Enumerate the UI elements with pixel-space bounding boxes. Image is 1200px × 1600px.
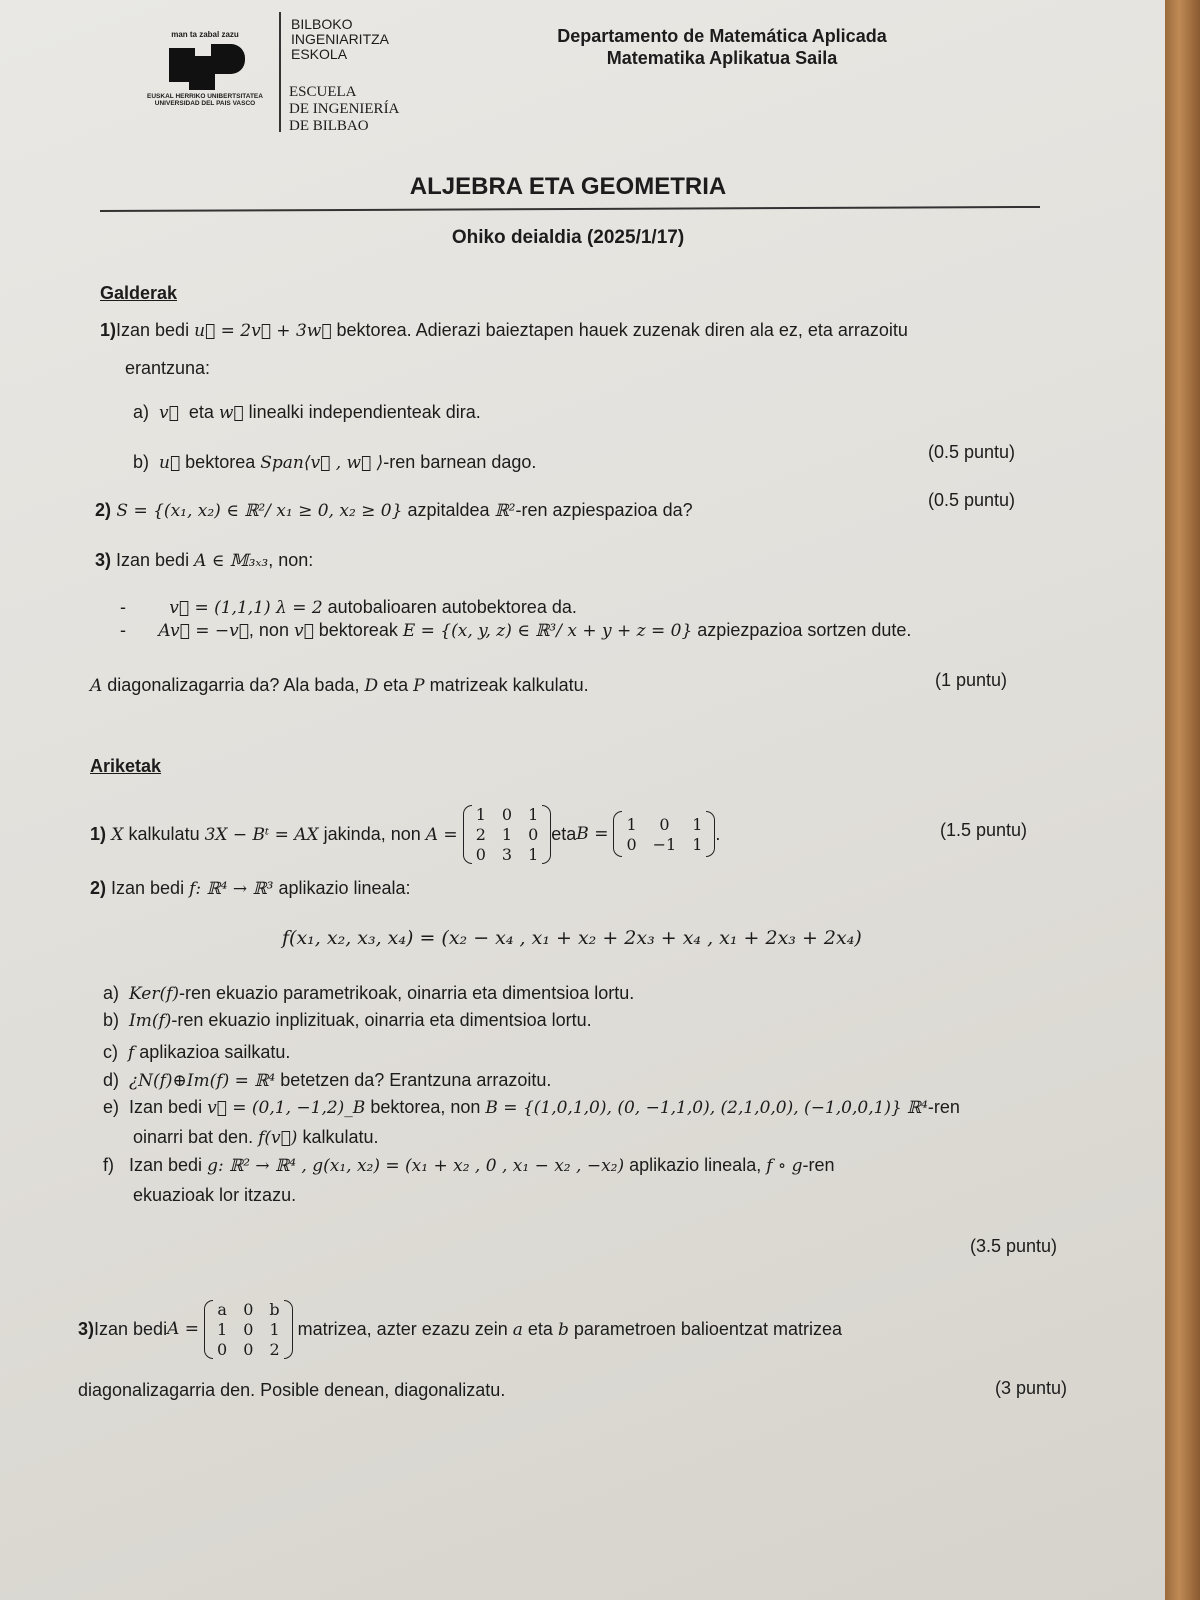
logo-university-eu: EUSKAL HERRIKO UNIBERTSITATEA — [147, 93, 263, 100]
math-expression: A ∈ 𝕄₃ₓ₃ — [194, 551, 269, 571]
matrix-entry: 2 — [475, 824, 486, 844]
matrix-entry: 0 — [659, 814, 670, 834]
math-expression: u⃗ — [159, 453, 181, 473]
math-expression: X — [106, 824, 124, 845]
text-segment: oinarri bat den. — [133, 1127, 259, 1147]
header-divider — [279, 12, 281, 132]
text-segment: eta — [522, 1318, 558, 1339]
exercise-2f — [103, 1155, 835, 1176]
points-q2: (0.5 puntu) — [928, 490, 1016, 510]
matrix-entry: −1 — [652, 834, 677, 854]
text-segment: -ren ekuazio inplizituak, oinarria eta dimentsioa lortu. — [171, 1010, 592, 1030]
matrix-entry: 1 — [528, 844, 539, 864]
exercise-2d — [103, 1070, 551, 1091]
exercise-3: 3) Izan bedi A = a 0 b 1 0 1 0 0 2 matrizea, azter ezazu zein a eta b parametroen balioentzat matrizea — [78, 1299, 842, 1359]
matrix-entry: b — [269, 1299, 280, 1319]
text-segment: ekuazioak lor itzazu. — [133, 1185, 297, 1205]
math-expression: D — [364, 676, 379, 696]
question-3-bullet-2 — [120, 620, 911, 641]
math-expression: P — [413, 676, 425, 696]
matrix-entry: 1 — [475, 804, 486, 824]
matrix-entry: 0 — [475, 844, 486, 864]
math-expression: A = — [425, 824, 458, 845]
matrix-entry: 1 — [501, 824, 513, 844]
matrix-entry: 0 — [243, 1299, 254, 1319]
text-segment: eta — [378, 675, 414, 695]
math-expression: S = {(x₁, x₂) ∈ ℝ²/ x₁ ≥ 0, x₂ ≥ 0} — [111, 501, 403, 521]
text-segment: -ren — [927, 1097, 960, 1117]
exercise-2a — [103, 983, 634, 1004]
points-q1: (0.5 puntu) — [928, 442, 1016, 462]
exercise-2e — [103, 1097, 960, 1118]
points-e2: (3.5 puntu) — [970, 1236, 1058, 1256]
question-3-ask — [90, 675, 589, 696]
text-segment: Izan bedi — [116, 320, 195, 340]
math-expression: v⃗ — [293, 621, 314, 641]
matrix-entry: 1 — [692, 834, 703, 854]
math-expression: Ker(f) — [129, 984, 180, 1004]
matrix-a-param — [204, 1300, 293, 1359]
text-segment: azpiezpazioa sortzen dute. — [692, 620, 912, 640]
text-segment: Izan bedi — [111, 550, 195, 570]
matrix-entry: 1 — [269, 1319, 280, 1339]
text-segment: aplikazioa sailkatu. — [134, 1042, 291, 1062]
school-name-es: ESCUELA DE INGENIERÍA DE BILBAO — [289, 84, 400, 134]
text-segment: linealki independienteak dira. — [243, 402, 481, 422]
math-expression: Span⟨v⃗ , w⃗ ⟩ — [260, 453, 384, 473]
question-2: 2) S = {(x₁, x₂) ∈ ℝ²/ x₁ ≥ 0, x₂ ≥ 0} azpitaldea ℝ²-ren azpiespazioa da? — [95, 500, 693, 521]
math-expression: g: ℝ² → ℝ⁴ , g(x₁, x₂) = (x₁ + x₂ , 0 , x₁ − x₂ , −x₂) — [207, 1156, 625, 1176]
matrix-entry: 1 — [626, 814, 637, 834]
matrix-entry: 1 — [692, 814, 703, 834]
text-segment: -ren azpiespazioa da? — [515, 500, 693, 520]
department-es: Departamento de Matemática Aplicada — [557, 26, 887, 46]
matrix-entry: 1 — [217, 1319, 228, 1339]
text-segment: bektorea — [180, 452, 261, 472]
question-3: 3) Izan bedi A ∈ 𝕄₃ₓ₃, non: — [95, 550, 314, 571]
math-expression: f: ℝ⁴ → ℝ³ — [189, 879, 274, 899]
text-segment: parametroen balioentzat matrizea — [568, 1318, 842, 1339]
text-segment: aplikazio lineala: — [273, 878, 411, 898]
text-segment: azpitaldea — [402, 500, 495, 520]
text-segment: matrizea, azter ezazu zein — [292, 1318, 513, 1339]
matrix-entry: 0 — [243, 1319, 254, 1339]
math-expression: f(v⃗) — [258, 1128, 298, 1148]
matrix-entry: a — [217, 1299, 227, 1319]
matrix-a — [463, 805, 552, 864]
question-1b — [133, 452, 536, 473]
math-expression: a — [512, 1319, 523, 1340]
function-formula: f(x₁, x₂, x₃, x₄) = (x₂ − x₄ , x₁ + x₂ + 2x₃ + x₄ , x₁ + 2x₃ + 2x₄) — [282, 927, 862, 949]
text-segment: a) — [133, 402, 160, 422]
logo-mark — [161, 42, 249, 90]
math-expression: Av⃗ = −v⃗ — [126, 621, 249, 641]
matrix-entry: 0 — [243, 1339, 254, 1359]
text-segment: -ren ekuazio parametrikoak, oinarria eta dimentsioa lortu. — [179, 983, 635, 1003]
text-segment: a) — [103, 983, 130, 1003]
matrix-b — [613, 811, 715, 857]
table-edge — [1165, 0, 1200, 1600]
upv-ehu-logo — [145, 30, 265, 122]
text-segment: jakinda, non — [318, 823, 426, 844]
math-expression: v⃗ = (1,1,1) λ = 2 — [126, 598, 323, 618]
logo-motto: man ta zabal zazu — [171, 30, 239, 39]
exercise-2: 2) Izan bedi f: ℝ⁴ → ℝ³ aplikazio lineala: — [90, 878, 411, 899]
exercise-2c — [103, 1042, 290, 1063]
exercise-3-cont: diagonalizagarria den. Posible denean, diagonalizatu. — [78, 1380, 506, 1400]
math-expression: ¿N(f)⊕Im(f) = ℝ⁴ — [129, 1071, 276, 1091]
text-segment: -ren barnean dago. — [383, 452, 537, 472]
math-expression: ℝ⁴ — [906, 1098, 928, 1118]
text-segment: bektoreak — [313, 620, 403, 640]
text-segment: Izan bedi — [106, 878, 190, 898]
math-expression: v⃗ — [159, 403, 179, 423]
text-segment: matrizeak kalkulatu. — [424, 675, 589, 695]
exercise-1: 1) X kalkulatu 3X − Bᵗ = AX jakinda, non A = 1 0 1 2 1 0 0 3 1 eta B = 1 0 1 0 −1 1 . — [90, 804, 721, 864]
math-expression: w⃗ — [218, 403, 244, 423]
math-expression: f ∘ g — [766, 1156, 803, 1176]
math-expression: v⃗ = (0,1, −1,2)_B — [207, 1098, 366, 1118]
math-expression: b — [557, 1319, 569, 1340]
math-expression: u⃗ = 2v⃗ + 3w⃗ — [194, 321, 332, 341]
text-segment: , non: — [268, 550, 314, 570]
text-segment: bektorea, non — [365, 1097, 486, 1117]
text-segment: - — [120, 597, 126, 617]
matrix-entry: 0 — [528, 824, 539, 844]
text-segment: autobalioaren autobektorea da. — [322, 597, 577, 617]
text-segment: e) Izan bedi — [103, 1097, 208, 1117]
exercise-2f-cont — [133, 1185, 296, 1206]
math-expression: E = {(x, y, z) ∈ ℝ³/ x + y + z = 0} — [402, 621, 693, 641]
text-segment: kalkulatu — [123, 823, 205, 844]
text-segment: eta — [178, 402, 219, 422]
question-1: 1)Izan bedi u⃗ = 2v⃗ + 3w⃗ bektorea. Adierazi baieztapen hauek zuzenak diren ala ez, eta arrazoitu — [100, 320, 908, 341]
matrix-entry: 0 — [217, 1339, 228, 1359]
section-heading-ariketak: Ariketak — [90, 756, 162, 776]
text-segment: d) — [103, 1070, 130, 1090]
points-e3: (3 puntu) — [995, 1378, 1068, 1398]
matrix-entry: 1 — [528, 804, 539, 824]
text-segment: b) — [133, 452, 160, 472]
section-heading-galderak: Galderak — [100, 283, 178, 303]
matrix-entry: 0 — [501, 804, 513, 824]
math-expression: 3X − Bᵗ = AX — [204, 824, 319, 845]
text-segment: betetzen da? Erantzuna arrazoitu. — [275, 1070, 552, 1090]
exam-title: ALJEBRA ETA GEOMETRIA — [409, 173, 727, 200]
math-expression: ℝ² — [494, 501, 516, 521]
math-expression: B = {(1,0,1,0), (0, −1,1,0), (2,1,0,0), (−1,0,0,1)} — [485, 1098, 902, 1118]
matrix-entry: 2 — [269, 1339, 280, 1359]
question-1a — [133, 402, 481, 423]
points-e1: (1.5 puntu) — [940, 820, 1028, 840]
exercise-2b — [103, 1010, 592, 1031]
question-3-bullet-1 — [120, 597, 577, 618]
text-segment: c) — [103, 1042, 128, 1062]
matrix-entry: 0 — [626, 834, 637, 854]
text-segment: kalkulatu. — [297, 1127, 379, 1147]
text-segment: -ren — [802, 1155, 835, 1175]
exercise-2e-cont — [133, 1127, 379, 1148]
text-segment: f) Izan bedi — [103, 1155, 208, 1175]
math-expression: f — [128, 1043, 135, 1063]
text-segment: diagonalizagarria da? Ala bada, — [102, 675, 365, 695]
matrix-entry: 3 — [501, 844, 513, 864]
exam-date: Ohiko deialdia (2025/1/17) — [451, 227, 685, 248]
question-1-cont: erantzuna: — [125, 358, 211, 378]
school-name-eu: BILBOKO INGENIARITZA ESKOLA — [291, 16, 390, 62]
text-segment: aplikazio lineala, — [624, 1155, 767, 1175]
department-eu: Matematika Aplikatua Saila — [606, 48, 838, 68]
math-expression: Im(f) — [129, 1011, 172, 1031]
text-segment: - — [120, 620, 126, 640]
logo-university-es: UNIVERSIDAD DEL PAIS VASCO — [154, 100, 256, 107]
points-q3: (1 puntu) — [935, 670, 1008, 690]
text-segment: bektorea. Adierazi baieztapen hauek zuzenak diren ala ez, eta arrazoitu — [331, 320, 908, 340]
math-expression: A — [90, 676, 103, 696]
text-segment: b) — [103, 1010, 130, 1030]
text-segment: , non — [248, 620, 294, 640]
